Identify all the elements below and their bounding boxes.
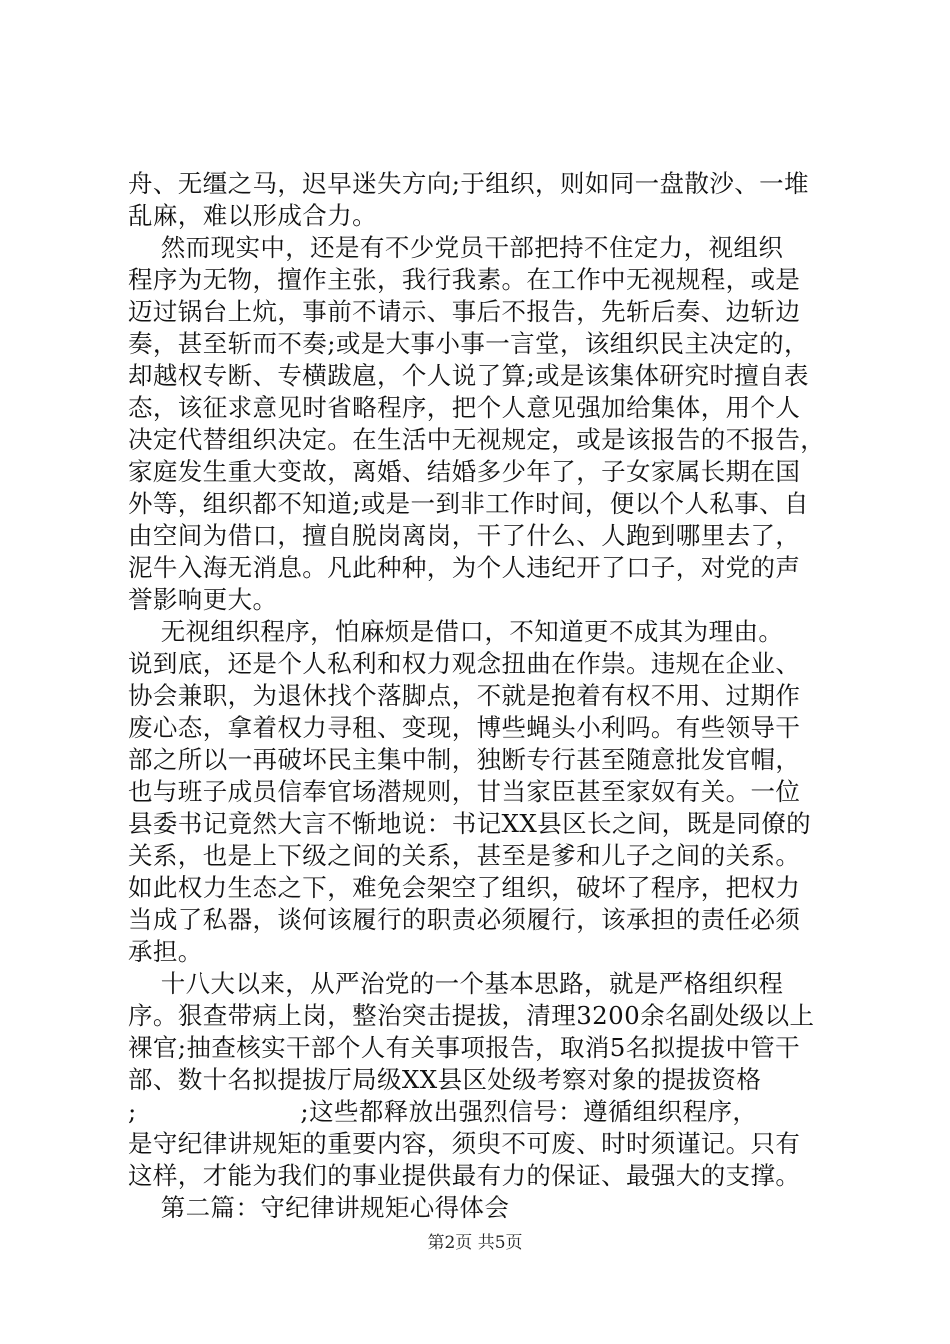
text-line: 由空间为借口，擅自脱岗离岗，干了什么、人跑到哪里去了，: [128, 521, 801, 550]
text-line: 态，该征求意见时省略程序，把个人意见强加给集体，用个人: [128, 393, 801, 422]
text-line: 决定代替组织决定。在生活中无视规定，或是该报告的不报告，: [128, 425, 826, 454]
text-line: ; ;这些都释放出强烈信号：遵循组织程序，: [128, 1097, 758, 1126]
body-text: [128, 168, 828, 1224]
text-line: 序。狠查带病上岗，整治突击提拔，清理3200余名副处级以上: [128, 1001, 815, 1030]
text-line: 协会兼职，为退休找个落脚点，不就是抱着有权不用、过期作: [128, 681, 801, 710]
text-line: 程序为无物，擅作主张，我行我素。在工作中无视规程，或是: [128, 265, 801, 294]
text-line: 当成了私器，谈何该履行的职责必须履行，该承担的责任必须: [128, 905, 801, 934]
text-line: 如此权力生态之下，难免会架空了组织，破坏了程序，把权力: [128, 873, 801, 902]
text-line: 然而现实中，还是有不少党员干部把持不住定力，视组织: [128, 233, 784, 262]
text-line: 这样，才能为我们的事业提供最有力的保证、最强大的支撑。: [128, 1161, 801, 1190]
text-line: 是守纪律讲规矩的重要内容，须臾不可废、时时须谨记。只有: [128, 1129, 801, 1158]
text-line: 无视组织程序，怕麻烦是借口，不知道更不成其为理由。: [128, 617, 784, 646]
text-line: 奏，甚至斩而不奏;或是大事小事一言堂，该组织民主决定的，: [128, 329, 809, 358]
text-line: 外等，组织都不知道;或是一到非工作时间，便以个人私事、自: [128, 489, 809, 518]
text-line: 舟、无缰之马，迟早迷失方向;于组织，则如同一盘散沙、一堆: [128, 169, 809, 198]
text-line: 部、数十名拟提拔厅局级XX县区处级考察对象的提拔资格: [128, 1065, 762, 1094]
text-line: 说到底，还是个人私利和权力观念扭曲在作祟。违规在企业、: [128, 649, 801, 678]
text-line: 也与班子成员信奉官场潜规则，甘当家臣甚至家奴有关。一位: [128, 777, 801, 806]
text-line: 泥牛入海无消息。凡此种种，为个人违纪开了口子，对党的声: [128, 553, 801, 582]
page-footer: 第2页 共5页: [427, 1233, 523, 1253]
text-line: 家庭发生重大变故，离婚、结婚多少年了，子女家属长期在国: [128, 457, 801, 486]
text-line: 关系，也是上下级之间的关系，甚至是爹和儿子之间的关系。: [128, 841, 801, 870]
text-line: 十八大以来，从严治党的一个基本思路，就是严格组织程: [128, 969, 784, 998]
text-line: 部之所以一再破坏民主集中制，独断专行甚至随意批发官帽，: [128, 745, 801, 774]
text-line: 裸官;抽查核实干部个人有关事项报告，取消5名拟提拔中管干: [128, 1033, 801, 1062]
text-line: 乱麻，难以形成合力。: [128, 201, 377, 230]
section-heading: 第二篇：守纪律讲规矩心得体会: [128, 1193, 510, 1222]
text-line: 迈过锅台上炕，事前不请示、事后不报告，先斩后奏、边斩边: [128, 297, 801, 326]
text-line: 承担。: [128, 937, 203, 966]
text-line: 县委书记竟然大言不惭地说：书记XX县区长之间，既是同僚的: [128, 809, 812, 838]
text-line: 却越权专断、专横跋扈，个人说了算;或是该集体研究时擅自表: [128, 361, 809, 390]
text-line: 誉影响更大。: [128, 585, 278, 614]
text-line: 废心态，拿着权力寻租、变现，博些蝇头小利吗。有些领导干: [128, 713, 801, 742]
